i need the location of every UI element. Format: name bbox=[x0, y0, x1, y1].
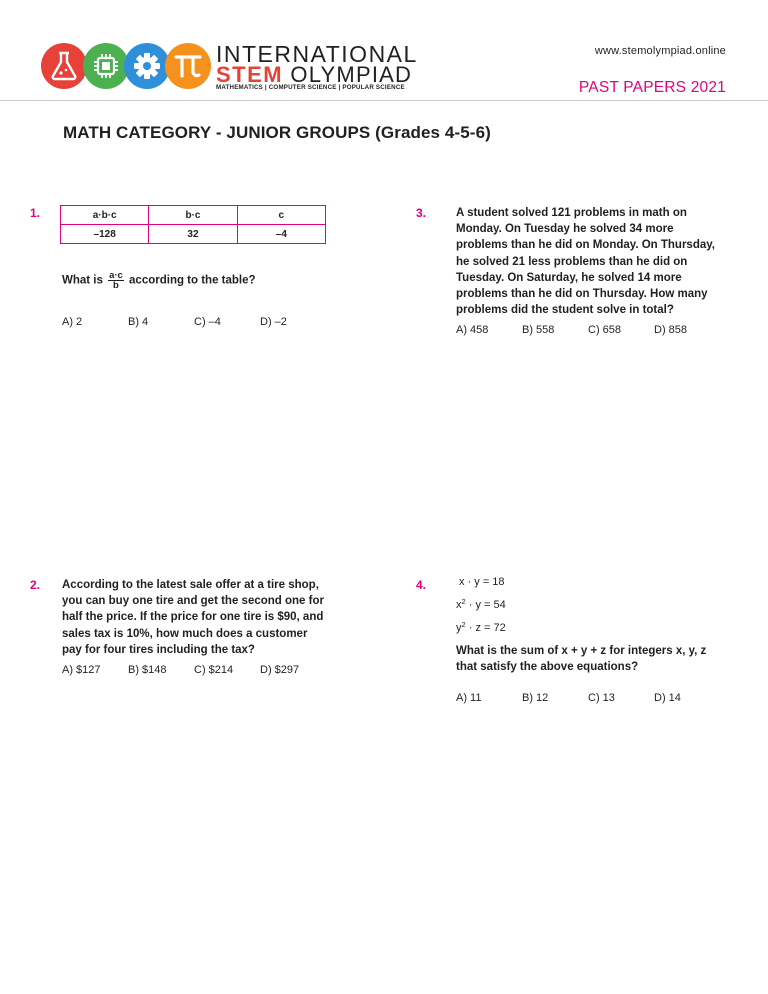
brand-olympiad: OLYMPIAD bbox=[283, 62, 413, 87]
question-line: pay for four tires including the tax? bbox=[62, 643, 255, 656]
page-title: MATH CATEGORY - JUNIOR GROUPS (Grades 4-5-6) bbox=[63, 123, 491, 142]
option-a: A) 11 bbox=[456, 692, 482, 704]
eq-rest: · z = 72 bbox=[465, 622, 506, 634]
question-1-number: 1. bbox=[30, 206, 41, 220]
question-line: sales tax is 10%, how much does a customer bbox=[62, 627, 308, 640]
question-1-text bbox=[62, 271, 256, 290]
eq-base: y bbox=[456, 622, 462, 634]
equation-2 bbox=[456, 592, 506, 615]
table-header-cell: b·c bbox=[149, 206, 237, 225]
option-d: D) 858 bbox=[654, 324, 688, 336]
option-d: D) 14 bbox=[654, 692, 681, 704]
table-cell: –4 bbox=[237, 225, 325, 244]
website-link[interactable]: www.stemolympiad.online bbox=[594, 45, 726, 57]
option-b: B) 12 bbox=[522, 692, 549, 704]
eq-rest: · y = 54 bbox=[465, 599, 506, 611]
question-4-number: 4. bbox=[416, 578, 427, 592]
equation-1: x · y = 18 bbox=[459, 576, 505, 588]
fraction bbox=[108, 271, 124, 290]
table-header-cell: a·b·c bbox=[61, 206, 149, 225]
option-d: D) $297 bbox=[260, 664, 300, 676]
brand-stem: STEM bbox=[216, 62, 284, 87]
table-cell: 32 bbox=[149, 225, 237, 244]
question-line: you can buy one tire and get the second one for bbox=[62, 595, 324, 608]
question-line: problems did the student solve in total? bbox=[456, 304, 674, 317]
question-1-text-post: according to the table? bbox=[129, 274, 256, 287]
olympiad-logo-icons bbox=[40, 42, 212, 90]
question-4-text bbox=[456, 643, 706, 675]
option-c: C) 658 bbox=[588, 324, 622, 336]
option-b: B) 4 bbox=[128, 316, 149, 328]
option-a: A) 458 bbox=[456, 324, 489, 336]
question-2-text bbox=[62, 577, 324, 658]
question-1-text-pre: What is bbox=[62, 274, 103, 287]
question-3-options bbox=[456, 324, 720, 336]
question-3-text bbox=[456, 205, 715, 318]
question-2-number: 2. bbox=[30, 578, 41, 592]
question-line: problems than he did on Monday. On Thursday, bbox=[456, 239, 715, 252]
question-line: that satisfy the above equations? bbox=[456, 661, 639, 674]
option-c: C) $214 bbox=[194, 664, 234, 676]
option-c: C) –4 bbox=[194, 316, 221, 328]
eq-exponent: 2 bbox=[461, 620, 466, 629]
question-line: Monday. On Tuesday he solved 34 more bbox=[456, 223, 674, 236]
equation-3 bbox=[456, 615, 506, 638]
pi-icon bbox=[165, 43, 211, 89]
table-header-cell: c bbox=[237, 206, 325, 225]
option-b: B) $148 bbox=[128, 664, 167, 676]
question-4-equations bbox=[456, 572, 506, 638]
option-c: C) 13 bbox=[588, 692, 615, 704]
question-1-table bbox=[60, 205, 326, 244]
question-4-options bbox=[456, 692, 720, 704]
option-b: B) 558 bbox=[522, 324, 555, 336]
question-line: What is the sum of x + y + z for integers x, y, z bbox=[456, 645, 707, 657]
eq-base: x bbox=[456, 599, 462, 611]
option-d: D) –2 bbox=[260, 316, 287, 328]
question-line: half the price. If the price for one tire is $90, and bbox=[62, 611, 324, 624]
question-line: he solved 21 less problems than he did on bbox=[456, 255, 688, 268]
question-line: Tuesday. On Saturday, he solved 14 more bbox=[456, 271, 682, 284]
table-row bbox=[61, 206, 326, 225]
table-cell: –128 bbox=[61, 225, 149, 244]
header-divider bbox=[0, 100, 768, 101]
question-3-number: 3. bbox=[416, 206, 427, 220]
question-1-options bbox=[62, 316, 326, 328]
question-line: problems than he did on Thursday. How many bbox=[456, 288, 708, 301]
brand-tagline: MATHEMATICS | COMPUTER SCIENCE | POPULAR SCIENCE bbox=[216, 84, 405, 91]
option-a: A) 2 bbox=[62, 316, 83, 328]
microchip-icon bbox=[83, 43, 129, 89]
question-line: A student solved 121 problems in math on bbox=[456, 207, 687, 219]
brand-international: INTERNATIONAL bbox=[216, 41, 418, 67]
question-line: According to the latest sale offer at a tire shop, bbox=[62, 579, 319, 591]
fraction-denominator: b bbox=[113, 280, 119, 291]
flask-icon bbox=[41, 43, 87, 89]
question-2-options bbox=[62, 664, 326, 676]
fraction-numerator: a·c bbox=[109, 270, 123, 281]
past-papers-label: PAST PAPERS 2021 bbox=[578, 79, 726, 96]
option-a: A) $127 bbox=[62, 664, 101, 676]
table-row bbox=[61, 225, 326, 244]
eq-exponent: 2 bbox=[461, 597, 466, 606]
gear-icon bbox=[124, 43, 170, 89]
